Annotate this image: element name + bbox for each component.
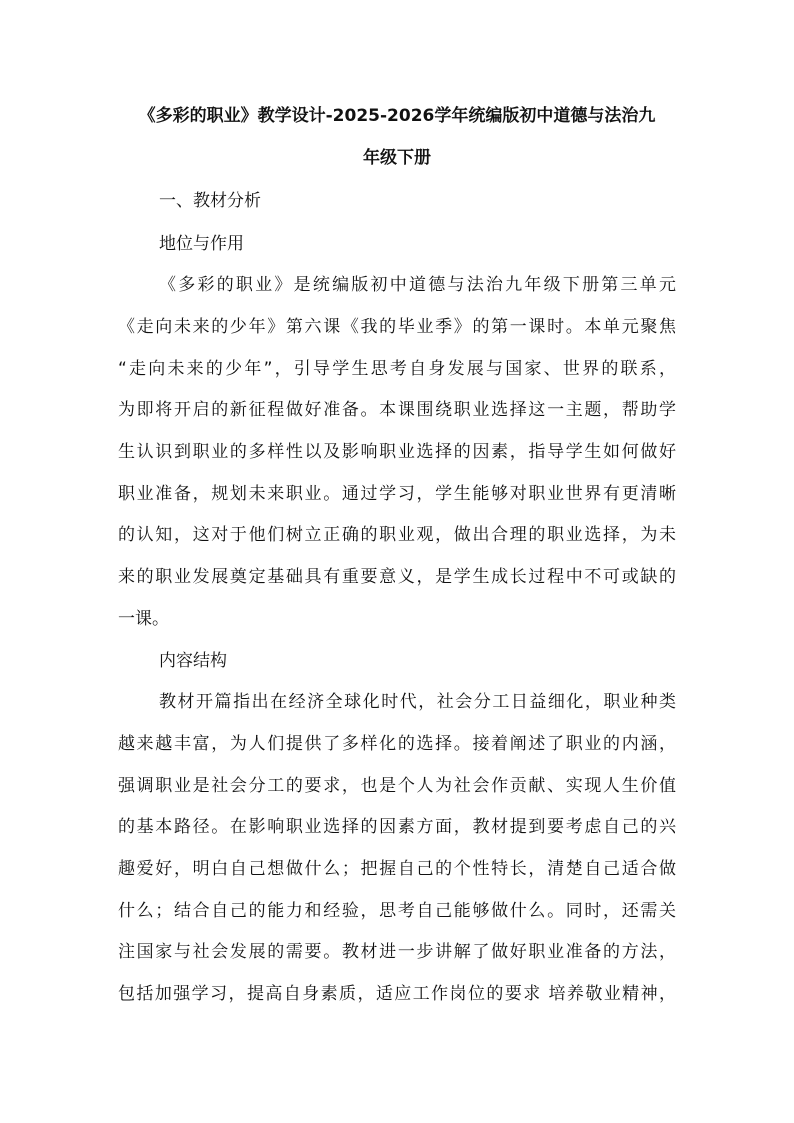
document-title-line-1: 《多彩的职业》教学设计-2025-2026学年统编版初中道德与法治九	[138, 106, 656, 126]
paragraph-line: 一课。	[118, 609, 169, 629]
paragraph-line: 什么；结合自己的能力和经验，思考自己能够做什么。同时，还需关	[118, 901, 676, 921]
document-title-line-2: 年级下册	[363, 148, 431, 168]
paragraph-line: 教材开篇指出在经济全球化时代，社会分工日益细化，职业种类	[159, 692, 676, 712]
paragraph-line: “走向未来的少年”，引导学生思考自身发展与国家、世界的联系，	[118, 359, 676, 379]
paragraph-line: 的认知，这对于他们树立正确的职业观，做出合理的职业选择，为未	[118, 525, 676, 545]
subheading-content-structure: 内容结构	[159, 651, 227, 671]
section-heading-textbook-analysis: 一、教材分析	[159, 191, 261, 211]
paragraph-line: 的基本路径。在影响职业选择的因素方面，教材提到要考虑自己的兴	[118, 817, 676, 837]
paragraph-line: 来的职业发展奠定基础具有重要意义，是学生成长过程中不可或缺的	[118, 567, 676, 587]
paragraph-line: 注国家与社会发展的需要。教材进一步讲解了做好职业准备的方法，	[118, 942, 676, 962]
paragraph-line: 生认识到职业的多样性以及影响职业选择的因素，指导学生如何做好	[118, 442, 676, 462]
paragraph-line: 趣爱好，明白自己想做什么；把握自己的个性特长，清楚自己适合做	[118, 859, 676, 879]
paragraph-line: 包括加强学习，提高自身素质，适应工作岗位的要求 培养敬业精神，	[118, 984, 676, 1004]
paragraph-line: 职业准备，规划未来职业。通过学习，学生能够对职业世界有更清晰	[118, 484, 676, 504]
paragraph-line: 越来越丰富，为人们提供了多样化的选择。接着阐述了职业的内涵，	[118, 734, 676, 754]
paragraph-line: 强调职业是社会分工的要求，也是个人为社会作贡献、实现人生价值	[118, 776, 676, 796]
paragraph-line: 《多彩的职业》是统编版初中道德与法治九年级下册第三单元	[159, 275, 676, 295]
subheading-position-and-role: 地位与作用	[159, 234, 244, 254]
paragraph-line: 为即将开启的新征程做好准备。本课围绕职业选择这一主题，帮助学	[118, 400, 676, 420]
paragraph-line: 《走向未来的少年》第六课《我的毕业季》的第一课时。本单元聚焦	[118, 317, 676, 337]
